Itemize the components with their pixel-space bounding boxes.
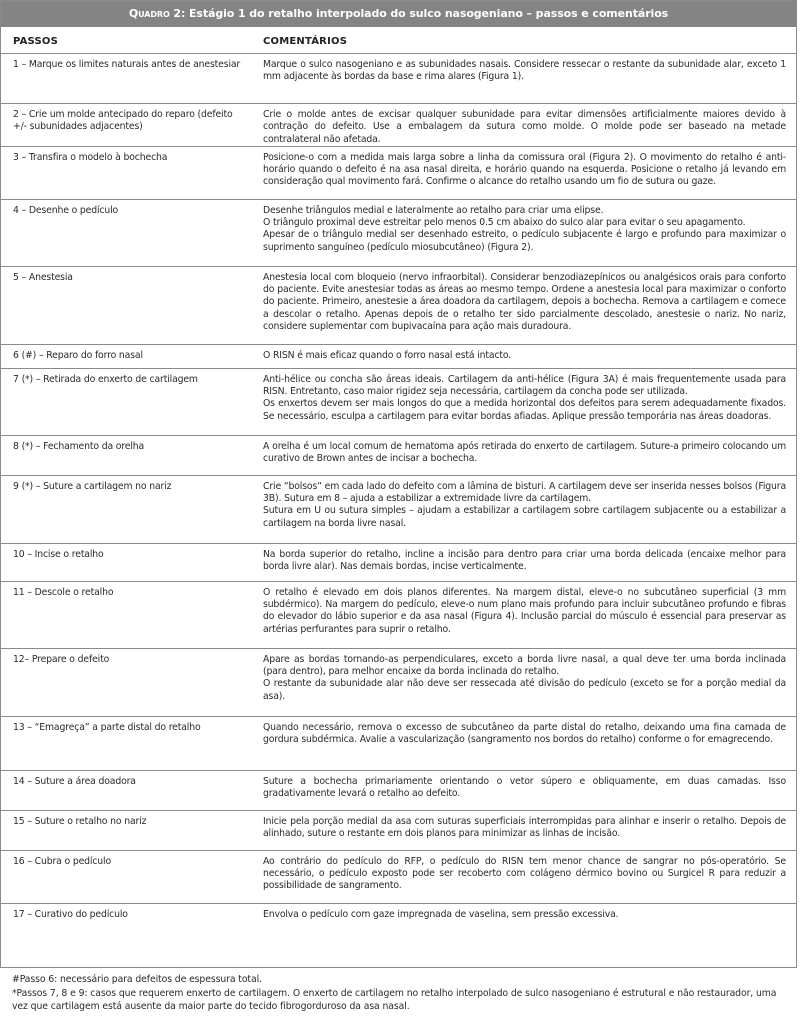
step-cell: 10 – Incise o retalho <box>1 543 251 581</box>
step-cell: 11 – Descole o retalho <box>1 581 251 648</box>
comment-cell <box>251 54 796 104</box>
table-row <box>1 344 796 368</box>
step-cell: 5 – Anestesia <box>1 266 251 344</box>
comment-paragraph: Sutura em U ou sutura simples – ajudam a estabilizar a cartilagem sobre cartilagem subjacente ou a estabilizar a cartilagem na borda livre nasal. <box>263 505 786 529</box>
steps-table <box>1 27 796 930</box>
table-row <box>1 581 796 648</box>
comment-paragraph: Apare as bordas tornando-as perpendiculares, exceto a borda livre nasal, a qual deve ter uma borda inclinada (para dentro), para melhor encaixe da borda inclinada do retalho. <box>263 653 786 678</box>
comment-cell <box>251 810 796 850</box>
step-cell: 12– Prepare o defeito <box>1 648 251 716</box>
comment-paragraph: O triângulo proximal deve estreitar pelo menos 0.5 cm abaixo do sulco alar para evitar o seu apagamento. <box>263 217 746 229</box>
step-cell: 13 – “Emagreça” a parte distal do retalho <box>1 716 251 770</box>
step-cell: 2 – Crie um molde antecipado do reparo (defeito +/- subunidades adjacentes) <box>1 104 251 147</box>
comment-cell <box>251 199 796 266</box>
table-row <box>1 716 796 770</box>
comment-cell <box>251 716 796 770</box>
comment-paragraph: Crie o molde antes de excisar qualquer subunidade para evitar dimensões artificialmente maiores devido à contração do defeito. Use a embalagem da sutura como molde. O molde pode ser baseado na metade contralateral não afetada. <box>263 109 786 145</box>
table-row <box>1 810 796 850</box>
table-row <box>1 104 796 147</box>
comment-paragraph: Anestesia local com bloqueio (nervo infraorbital). Considerar benzodiazepínicos ou analgésicos orais para conforto do paciente. Evite anestesiar todas as áreas ao mesmo tempo. Ordene a anestesia local para maximizar o conforto do paciente. Primeiro, anestesie a área doadora da cartilagem, depois a bochecha. Remova a cartilagem e comece a descolar o retalho. Apenas depois de o retalho ter sido parcialmente descolado, anestesie o nariz. No nariz, considere suplementar com bupivacaína para ação mais duradoura. <box>263 271 786 333</box>
comment-cell <box>251 344 796 368</box>
comment-paragraph: O restante da subunidade alar não deve ser ressecada até divisão do pedículo (exceto se for a porção medial da asa). <box>263 678 786 702</box>
comment-cell <box>251 850 796 903</box>
table-row <box>1 266 796 344</box>
comment-cell <box>251 266 796 344</box>
comment-paragraph: Na borda superior do retalho, incline a incisão para dentro para criar uma borda delicada (encaixe melhor para borda livre alar). Nas demais bordas, incise verticalmente. <box>263 548 786 573</box>
comment-paragraph: Marque o sulco nasogeniano e as subunidades nasais. Considere ressecar o restante da subunidade alar, exceto 1 mm adjacente às bordas da base e rima alares (Figura 1). <box>263 59 786 83</box>
table-row <box>1 543 796 581</box>
comment-cell <box>251 104 796 147</box>
comment-paragraph: Ao contrário do pedículo do RFP, o pedículo do RISN tem menor chance de sangrar no pós-operatório. Se necessário, o pedículo exposto pode ser recoberto com colágeno dérmico bovino ou Surgicel R para reduzir a possibilidade de sangramento. <box>263 855 786 892</box>
table-row <box>1 850 796 903</box>
step-cell: 1 – Marque os limites naturais antes de anestesiar <box>1 54 251 104</box>
comment-cell <box>251 368 796 435</box>
table-row <box>1 648 796 716</box>
comment-paragraph: Desenhe triângulos medial e lateralmente ao retalho para criar uma elipse. <box>263 204 604 216</box>
comment-paragraph: O RISN é mais eficaz quando o forro nasal está intacto. <box>263 349 512 361</box>
footnote-hash: #Passo 6: necessário para defeitos de espessura total. <box>12 974 262 985</box>
step-cell: 14 – Suture a área doadora <box>1 770 251 810</box>
step-cell: 8 (*) – Fechamento da orelha <box>1 435 251 475</box>
comment-paragraph: Os enxertos devem ser mais longos do que a medida horizontal dos defeitos para serem adequadamente fixados. Se necessário, esculpa a cartilagem para evitar bordas afiadas. Aplique pressão temporária nas áreas doadoras. <box>263 398 786 422</box>
header-row <box>1 27 796 54</box>
table-title-prefix: Quadro 2: <box>128 7 186 20</box>
comment-cell <box>251 903 796 930</box>
comment-cell <box>251 475 796 543</box>
comment-paragraph: Crie “bolsos” em cada lado do defeito com a lâmina de bisturi. A cartilagem deve ser inserida nesses bolsos (Figura 3B). Sutura em 8 – ajuda a estabilizar a extremidade livre da cartilagem. <box>263 480 786 505</box>
comment-paragraph: O retalho é elevado em dois planos diferentes. Na margem distal, eleve-o no subcutâneo superficial (3 mm subdérmico). Na margem do pedículo, eleve-o num plano mais profundo para incluir subcutâneo profundo e fibras do elevador do lábio superior e da asa nasal (Figura 4). Inclusão parcial do músculo é essencial para preservar as artérias perfurantes para suprir o retalho. <box>263 586 786 635</box>
footnote-asterisk: *Passos 7, 8 e 9: casos que requerem enxerto de cartilagem. O enxerto de cartilagem no retalho interpolado de sulco nasogeniano é estrutural e não restaurador, uma vez que cartilagem está ausente da maior parte do tecido fibrogorduroso da asa nasal. <box>12 987 777 1012</box>
table-row <box>1 903 796 930</box>
step-cell: 4 – Desenhe o pedículo <box>1 199 251 266</box>
table-row <box>1 146 796 199</box>
step-cell: 3 – Transfira o modelo à bochecha <box>1 146 251 199</box>
step-cell: 16 – Cubra o pedículo <box>1 850 251 903</box>
comment-paragraph: A orelha é um local comum de hematoma após retirada do enxerto de cartilagem. Suture-a primeiro colocando um curativo de Brown antes de incisar a bochecha. <box>263 440 786 465</box>
step-cell: 17 – Curativo do pedículo <box>13 908 128 920</box>
table-row <box>1 770 796 810</box>
comment-cell <box>251 435 796 475</box>
table-row <box>1 368 796 435</box>
header-comment: COMENTÁRIOS <box>251 27 796 54</box>
table-body <box>1 54 796 931</box>
table-row <box>1 475 796 543</box>
comment-cell <box>251 648 796 716</box>
table-row <box>1 54 796 104</box>
comment-cell <box>251 543 796 581</box>
step-cell: 9 (*) – Suture a cartilagem no nariz <box>1 475 251 543</box>
comment-paragraph: Quando necessário, remova o excesso de subcutâneo da parte distal do retalho, deixando uma fina camada de gordura subdérmica. Avalie a vascularização (sangramento nos bordos do retalho) conforme o for emagrecendo. <box>263 721 786 746</box>
table-title-text: Estágio 1 do retalho interpolado do sulco nasogeniano – passos e comentários <box>189 7 669 20</box>
comment-paragraph: Posicione-o com a medida mais larga sobre a linha da comissura oral (Figura 2). O movimento do retalho é anti-horário quando o defeito é na asa nasal direita, e horário quando na esquerda. Posicione o retalho já levando em consideração qual movimento fará. Confirme o alcance do retalho usando um fio de sutura ou gaze. <box>263 151 786 188</box>
comment-paragraph: Suture a bochecha primariamente orientando o vetor súpero e obliquamente, em duas camadas. Isso gradativamente levará o retalho ao defeito. <box>263 775 786 800</box>
comment-cell <box>251 146 796 199</box>
step-cell: 7 (*) – Retirada do enxerto de cartilagem <box>1 368 251 435</box>
header-step: PASSOS <box>1 27 251 54</box>
comment-paragraph: Anti-hélice ou concha são áreas ideais. Cartilagem da anti-hélice (Figura 3A) é mais frequentemente usada para RISN. Entretanto, caso maior rigidez seja necessária, cartilagem da concha pode ser utilizada. <box>263 373 786 398</box>
comment-paragraph: Envolva o pedículo com gaze impregnada de vaselina, sem pressão excessiva. <box>263 908 619 920</box>
comment-paragraph: Apesar de o triângulo medial ser desenhado estreito, o pedículo subjacente é largo e profundo para maximizar o suprimento sanguíneo (pedículo miosubcutâneo) (Figura 2). <box>263 229 786 253</box>
step-cell: 6 (#) – Reparo do forro nasal <box>1 344 251 368</box>
step-cell: 15 – Suture o retalho no nariz <box>1 810 251 850</box>
table-row <box>1 199 796 266</box>
table-title <box>1 1 796 27</box>
comment-paragraph: Inicie pela porção medial da asa com suturas superficiais interrompidas para alinhar e inserir o retalho. Depois de alinhado, suture o restante em dois planos para minimizar as linhas de incisão. <box>263 815 786 840</box>
comment-cell <box>251 581 796 648</box>
table-row <box>1 435 796 475</box>
footnotes <box>12 973 792 1014</box>
comment-cell <box>251 770 796 810</box>
